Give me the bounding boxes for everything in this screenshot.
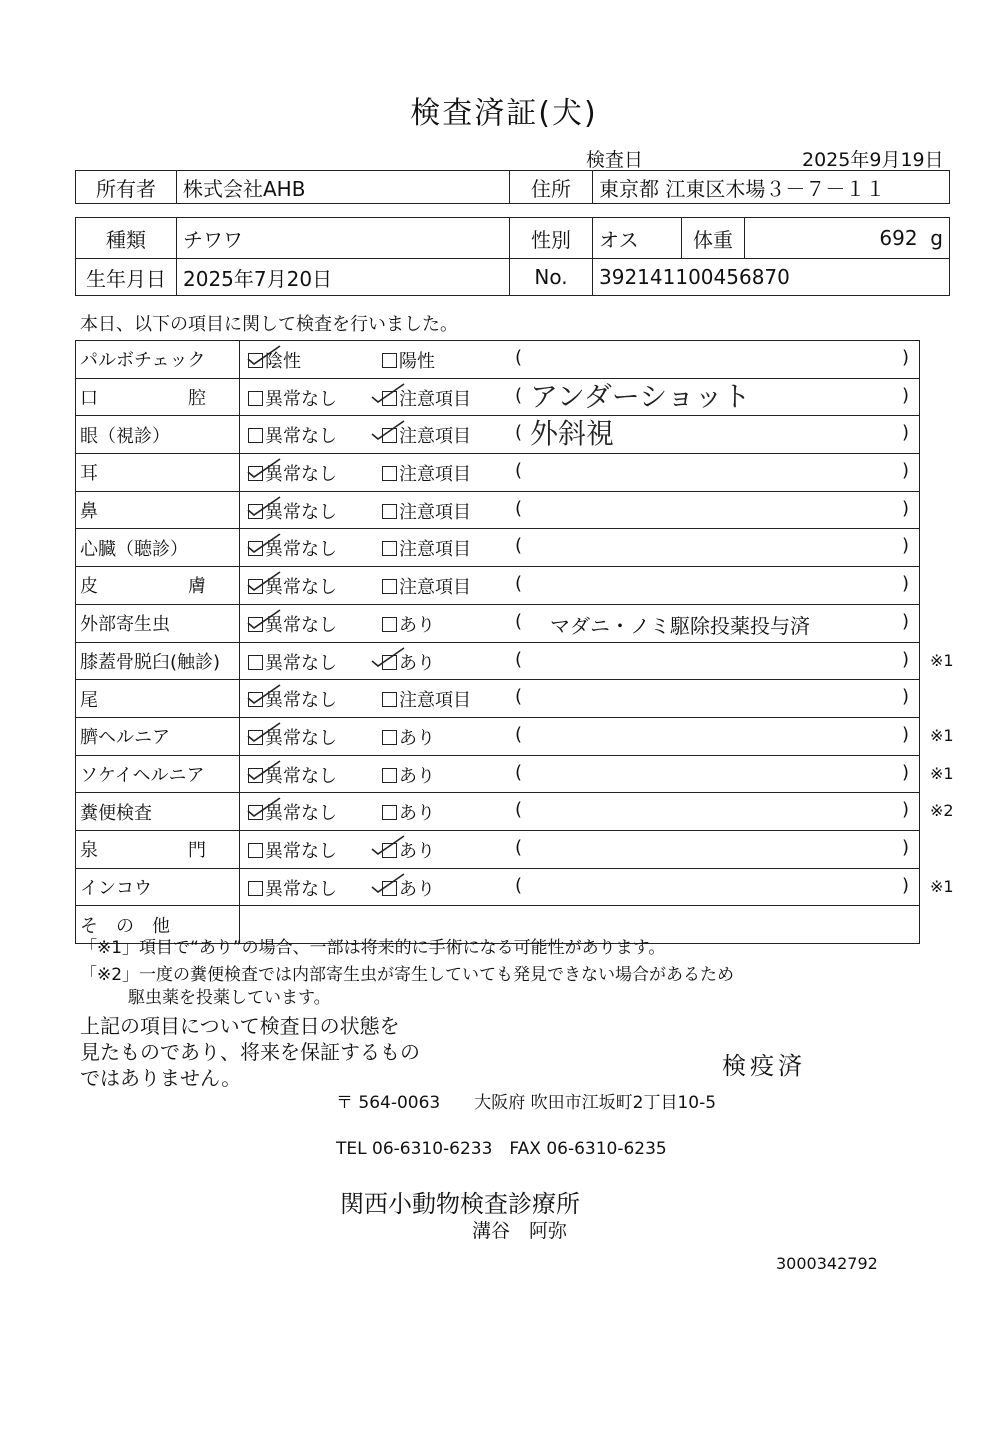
conclusion-line-1: 上記の項目について検査日の状態を [80,1014,400,1038]
footnote-1: 「※1」項目で“あり”の場合、一部は将来的に手術になる可能性があります。 [80,938,666,958]
exam-item-result [240,756,920,793]
checkbox-icon [382,768,397,783]
exam-row [75,831,920,869]
weight-label: 体重 [682,218,745,259]
paren-close: ) [901,648,909,670]
checkbox-icon [248,655,263,670]
exam-item-label: 眼（視診） [75,416,240,453]
exam-row [75,680,920,718]
exam-item-result [240,793,920,830]
item-note: マダニ・ノミ駆除投薬投与済 [550,613,810,638]
checkbox-normal[interactable]: 異常なし [248,611,337,637]
checkmark-icon [370,645,406,665]
paren-open: ( [515,610,523,632]
checkbox-normal[interactable]: 異常なし [248,498,337,524]
checkbox-normal[interactable]: 陰性 [248,347,301,373]
footnote-2-cont: 駆虫薬を投薬しています。 [128,988,331,1008]
checkbox-normal[interactable]: 異常なし [248,422,337,448]
exam-item-label: パルボチェック [75,341,240,378]
exam-row [75,718,954,756]
checkbox-normal[interactable]: 異常なし [248,649,337,675]
checkbox-attention[interactable]: あり [382,799,435,825]
exam-item-result [240,341,920,378]
exam-item-result [240,379,920,416]
checkbox-attention[interactable]: 注意項目 [382,498,471,524]
exam-row [75,454,920,492]
paren-close: ) [901,836,909,858]
checkbox-attention[interactable]: あり [382,875,435,901]
checkbox-icon [382,541,397,556]
exam-item-label: 鼻 [75,492,240,529]
paren-close: ) [901,610,909,632]
exam-row [75,869,954,907]
quarantine-stamp: 検疫済 [722,1052,806,1080]
serial-number: 3000342792 [776,1254,878,1273]
conclusion-line-3: ではありません。 [80,1066,242,1090]
paren-close: ) [901,460,909,482]
exam-row [75,793,954,831]
checkbox-attention[interactable]: あり [382,724,435,750]
exam-item-result [240,680,920,717]
exam-item-result [240,416,920,453]
checkbox-attention[interactable]: 注意項目 [382,535,471,561]
exam-row [75,379,920,417]
footnote-2: 「※2」一度の糞便検査では内部寄生虫が寄生していても発見できない場合があるため [80,965,735,985]
exam-grid [75,340,954,944]
dob-value: 2025年7月20日 [177,259,510,296]
clinic-name: 関西小動物検査診療所 [340,1190,580,1218]
pet-table [75,217,950,296]
paren-close: ) [901,497,909,519]
checkmark-icon [246,795,282,815]
checkbox-normal[interactable]: 異常なし [248,535,337,561]
checkmark-icon [246,569,282,589]
exam-item-label: 糞便検査 [75,793,240,830]
checkbox-icon [382,353,397,368]
paren-open: ( [515,384,523,406]
intro-text: 本日、以下の項目に関して検査を行いました。 [80,314,458,335]
checkbox-icon [248,428,263,443]
checkmark-icon [370,381,406,401]
clinic-address: 〒 564-0063 大阪府 吹田市江坂町2丁目10-5 [336,1093,717,1113]
exam-item-result [240,869,920,906]
checkbox-normal[interactable]: 異常なし [248,837,337,863]
exam-row [75,605,920,643]
checkmark-icon [246,720,282,740]
checkbox-normal[interactable]: 異常なし [248,686,337,712]
checkbox-attention[interactable]: あり [382,649,435,675]
exam-row [75,492,920,530]
handwritten-note: 外斜視 [530,417,615,451]
footnote-mark: ※1 [930,876,954,896]
paren-open: ( [515,874,523,896]
checkmark-icon [246,494,282,514]
checkbox-attention[interactable]: 注意項目 [382,385,471,411]
checkbox-icon [382,805,397,820]
document-title: 検査済証(犬) [410,96,598,131]
footnote-mark: ※2 [930,801,954,821]
paren-open: ( [515,535,523,557]
footnote-mark: ※1 [930,763,954,783]
checkbox-normal[interactable]: 異常なし [248,460,337,486]
paren-close: ) [901,347,909,368]
owner-label: 所有者 [76,171,177,204]
paren-open: ( [515,648,523,670]
exam-item-label: 泉 門 [75,831,240,868]
checkbox-icon [382,504,397,519]
paren-open: ( [515,347,523,368]
exam-date-label: 検査日 [586,149,644,171]
checkbox-normal[interactable]: 異常なし [248,573,337,599]
checkmark-icon [370,871,406,891]
checkbox-normal[interactable]: 異常なし [248,762,337,788]
sex-value: オス [593,218,682,259]
checkbox-icon [248,391,263,406]
exam-item-label: 口 腔 [75,379,240,416]
paren-open: ( [515,686,523,708]
checkmark-icon [370,833,406,853]
exam-item-label: 外部寄生虫 [75,605,240,642]
exam-date: 2025年9月19日 [802,149,944,171]
checkbox-icon [382,466,397,481]
paren-close: ) [901,422,909,444]
paren-close: ) [901,723,909,745]
checkbox-icon [382,617,397,632]
paren-close: ) [901,573,909,595]
exam-item-label: 尾 [75,680,240,717]
checkmark-icon [246,343,282,363]
paren-close: ) [901,874,909,896]
checkbox-attention[interactable]: 注意項目 [382,422,471,448]
paren-open: ( [515,836,523,858]
owner-value: 株式会社AHB [177,171,510,204]
paren-open: ( [515,761,523,783]
checkbox-attention[interactable]: あり [382,611,435,637]
exam-item-label: 臍ヘルニア [75,718,240,755]
weight-value: 692 g [745,218,950,259]
address-value: 東京都 江東区木場３－７－１１ [593,171,950,204]
checkbox-normal[interactable]: 異常なし [248,724,337,750]
checkbox-icon [382,579,397,594]
exam-item-result [240,492,920,529]
address-label: 住所 [510,171,593,204]
checkmark-icon [246,607,282,627]
checkbox-icon [248,881,263,896]
checkbox-attention[interactable]: あり [382,837,435,863]
exam-item-result [240,718,920,755]
exam-item-label: インコウ [75,869,240,906]
paren-open: ( [515,460,523,482]
paren-open: ( [515,497,523,519]
footnote-mark: ※1 [930,650,954,670]
checkbox-attention[interactable]: 陽性 [382,347,435,373]
exam-item-label: 皮 膚 [75,567,240,604]
checkbox-icon [382,730,397,745]
exam-item-label: 心臓（聴診） [75,529,240,566]
footnote-mark: ※1 [930,725,954,745]
paren-open: ( [515,723,523,745]
exam-item-result [240,567,920,604]
exam-row [75,529,920,567]
exam-item-result [240,643,920,680]
other-label: そ の 他 [75,906,240,943]
exam-row [75,416,920,454]
checkbox-normal[interactable]: 異常なし [248,799,337,825]
sex-label: 性別 [510,218,593,259]
paren-close: ) [901,686,909,708]
exam-item-label: 膝蓋骨脱臼(触診) [75,643,240,680]
exam-item-result [240,454,920,491]
paren-open: ( [515,422,523,444]
paren-open: ( [515,799,523,821]
exam-item-label: 耳 [75,454,240,491]
paren-open: ( [515,573,523,595]
checkbox-attention[interactable]: 注意項目 [382,686,471,712]
handwritten-note: アンダーショット [530,379,751,413]
checkmark-icon [246,682,282,702]
conclusion-line-2: 見たものであり、将来を保証するもの [80,1040,420,1064]
breed-value: チワワ [177,218,510,259]
checkbox-attention[interactable]: 注意項目 [382,573,471,599]
checkbox-attention[interactable]: あり [382,762,435,788]
checkbox-normal[interactable]: 異常なし [248,875,337,901]
checkmark-icon [246,456,282,476]
paren-close: ) [901,761,909,783]
exam-row [75,643,954,681]
checkmark-icon [246,758,282,778]
dob-label: 生年月日 [76,259,177,296]
exam-row [75,340,920,379]
paren-close: ) [901,799,909,821]
checkbox-normal[interactable]: 異常なし [248,385,337,411]
exam-row [75,567,920,605]
checkbox-icon [248,843,263,858]
no-value: 392141100456870 [593,259,950,296]
exam-item-result [240,605,920,642]
exam-item-result [240,529,920,566]
no-label: No. [510,259,593,296]
checkbox-attention[interactable]: 注意項目 [382,460,471,486]
exam-row [75,756,954,794]
paren-close: ) [901,535,909,557]
checkmark-icon [370,418,406,438]
vet-name: 溝谷 阿弥 [472,1220,568,1242]
paren-close: ) [901,384,909,406]
clinic-phone: TEL 06-6310-6233 FAX 06-6310-6235 [336,1139,667,1159]
owner-table [75,170,950,204]
breed-label: 種類 [76,218,177,259]
exam-item-label: ソケイヘルニア [75,756,240,793]
checkmark-icon [246,531,282,551]
exam-item-result [240,831,920,868]
checkbox-icon [382,692,397,707]
